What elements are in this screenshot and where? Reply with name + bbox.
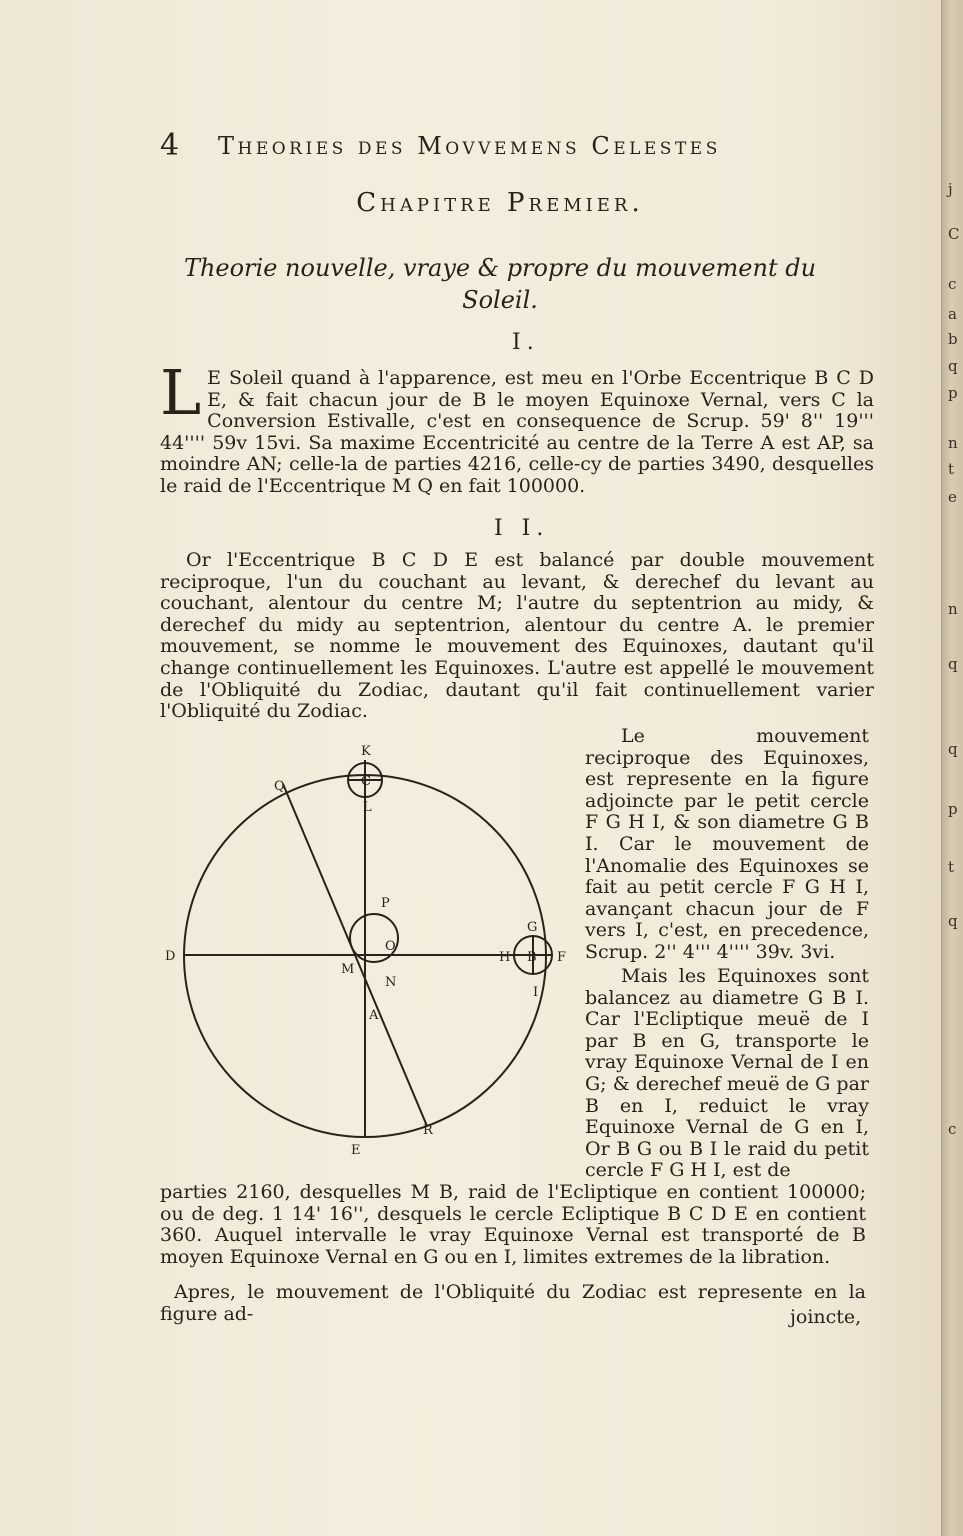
running-head: Theories des Movvemens Celestes xyxy=(218,132,721,160)
paragraph-2: Or l'Eccentrique B C D E est balancé par double mouvement reciproque, l'un du couchant au levant, & derechef du levant au couchant, alentour du centre M; l'autre du septentrion au midy, & derechef du midy au septentrion, alentour du centre A. le premier mouvement, se nomme le mouvement des Equinoxes, dautant qu'il change continuellement les Equinoxes. L'autre est appellé le mouvement de l'Obliquité du Zodiac, dautant qu'il fait continuellement varier l'Obliquité du Zodiac. xyxy=(160,549,874,723)
edge-glyph: n xyxy=(948,434,958,452)
diagram-svg xyxy=(165,738,577,1154)
edge-glyph: t xyxy=(948,460,955,478)
chapter-title: Theorie nouvelle, vraye & propre du mouvement du Soleil. xyxy=(183,254,817,314)
edge-glyph: c xyxy=(948,1120,957,1138)
edge-glyph: q xyxy=(948,655,958,673)
label-g: G xyxy=(527,920,538,935)
edge-glyph: t xyxy=(948,858,955,876)
label-q: Q xyxy=(274,779,285,794)
label-e: E xyxy=(351,1143,361,1154)
label-r: R xyxy=(423,1123,433,1138)
edge-glyph: p xyxy=(948,800,958,818)
label-c: C xyxy=(361,774,371,789)
section-number-2: I I. xyxy=(494,516,550,541)
edge-glyph: b xyxy=(948,330,958,348)
label-p: P xyxy=(381,896,390,911)
label-h: H xyxy=(499,950,511,965)
edge-glyph: p xyxy=(948,384,958,402)
label-k: K xyxy=(361,744,371,759)
edge-glyph: q xyxy=(948,912,958,930)
edge-glyph: j xyxy=(948,180,953,198)
catchword: joincte, xyxy=(790,1306,862,1328)
paragraph-6: Apres, le mouvement de l'Obliquité du Zodiac est represente en la figure ad- xyxy=(160,1281,866,1325)
paragraph-3: Le mouvement reciproque des Equinoxes, est represente en la figure adjoincte par le petit cercle F G H I, & son diametre G B I. Car le mouvement de l'Anomalie des Equinoxes se fait au petit cercle F G H I, avançant chacun jour de F vers I, c'est, en precedence, Scrup. 2'' 4''' 4'''' 39v. 3vi. xyxy=(585,725,869,963)
label-o: O xyxy=(385,939,396,954)
edge-glyph: q xyxy=(948,740,958,758)
edge-glyph: c xyxy=(948,275,957,293)
edge-glyph: n xyxy=(948,600,958,618)
edge-glyph: C xyxy=(948,225,960,243)
paragraph-4: Mais les Equinoxes sont balancez au diametre G B I. Car l'Ecliptique meuë de I par B en G, transporte le vray Equinoxe Vernal de I en G; & derechef meuë de G par B en I, reduict le vray Equinoxe Vernal de G en I, Or B G ou B I le raid du petit cercle F G H I, est de xyxy=(585,965,869,1182)
edge-glyph: e xyxy=(948,488,957,506)
page-header xyxy=(160,128,840,168)
eccentric-orbit-diagram xyxy=(165,738,577,1154)
label-d: D xyxy=(165,949,176,964)
label-f: F xyxy=(557,950,567,965)
label-l: L xyxy=(363,800,372,815)
label-n: N xyxy=(385,975,397,990)
edge-glyph: q xyxy=(948,357,958,375)
label-a: A xyxy=(369,1008,379,1023)
label-i: I xyxy=(533,985,539,1000)
label-m: M xyxy=(341,962,355,977)
next-page-edge xyxy=(941,0,963,1536)
chapter-heading: Chapitre Premier. xyxy=(356,188,644,218)
paragraph-5: parties 2160, desquelles M B, raid de l'Ecliptique en contient 100000; ou de deg. 1 14' 16'', desquels le cercle Ecliptique B C D E en contient 360. Auquel intervalle le vray Equinoxe Vernal est transporté de B moyen Equinoxe Vernal en G ou en I, limites extremes de la libration. xyxy=(160,1181,866,1268)
label-b: B xyxy=(527,950,537,965)
paragraph-1 xyxy=(160,356,874,498)
page-number: 4 xyxy=(160,128,180,163)
paragraph-1-text: E Soleil quand à l'apparence, est meu en l'Orbe Eccentrique B C D E, & fait chacun jour de B le moyen Equinoxe Vernal, vers C la Conversion Estivalle, c'est en consequence de Scrup. 59' 8'' 19''' 44'''' 59v 15vi. Sa maxime Eccentricité au centre de la Terre A est AP, sa moindre AN; celle-la de parties 4216, celle-cy de parties 3490, desquelles le raid de l'Eccentrique M Q en fait 100000. xyxy=(160,367,874,497)
drop-cap: L xyxy=(160,356,202,429)
edge-glyph: a xyxy=(948,305,957,323)
section-number-1: I. xyxy=(512,330,540,355)
